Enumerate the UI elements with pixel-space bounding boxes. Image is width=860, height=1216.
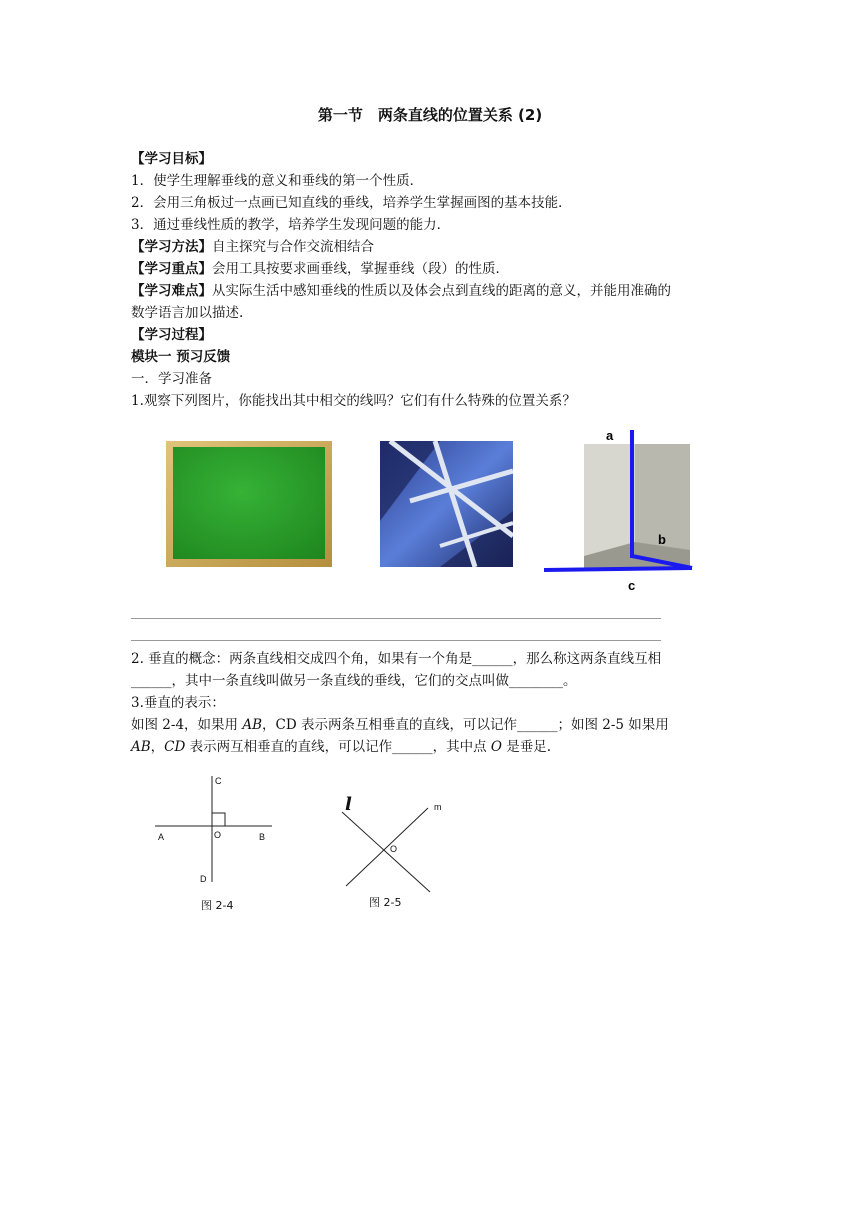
question-1: 1.观察下列图片，你能找出其中相交的线吗？它们有什么特殊的位置关系？ bbox=[131, 393, 576, 409]
photo-label-a: a bbox=[606, 428, 614, 443]
key-point-label: 【学习重点】 bbox=[131, 261, 212, 277]
fig24-label-a: A bbox=[158, 832, 165, 842]
method-text: 自主探究与合作交流相结合 bbox=[212, 239, 374, 255]
q3-ab-2: AB bbox=[131, 739, 151, 755]
answer-line-2 bbox=[131, 640, 661, 641]
skylight-photo bbox=[380, 441, 513, 567]
q3-ab-1: AB bbox=[242, 717, 262, 733]
difficulty-text: 从实际生活中感知垂线的性质以及体会点到直线的距离的意义，并能用准确的 bbox=[212, 283, 671, 299]
figure-2-5 bbox=[338, 790, 448, 895]
fig25-label-m: m bbox=[434, 802, 442, 812]
fig24-label-b: B bbox=[259, 832, 266, 842]
chalkboard-photo bbox=[166, 441, 332, 567]
q3-text-1: 如图 2-4，如果用 bbox=[131, 717, 243, 733]
q3-text-4: 表示两互相垂直的直线，可以记作______，其中点 bbox=[185, 739, 491, 755]
fig25-label-l: l bbox=[345, 794, 352, 815]
q3-cd: CD bbox=[164, 739, 186, 755]
section-heading: 一．学习准备 bbox=[131, 371, 212, 387]
figure-2-4-caption: 图 2-4 bbox=[201, 899, 234, 912]
question-3-heading: 3.垂直的表示： bbox=[131, 695, 225, 711]
process-heading: 【学习过程】 bbox=[131, 327, 212, 343]
page-title: 第一节 两条直线的位置关系 (2) bbox=[317, 106, 543, 124]
difficulty-label: 【学习难点】 bbox=[131, 283, 212, 299]
photo-label-b: b bbox=[658, 532, 666, 547]
corner-photo bbox=[540, 422, 700, 594]
key-point-text: 会用工具按要求画垂线，掌握垂线（段）的性质． bbox=[212, 261, 509, 277]
figure-2-5-caption: 图 2-5 bbox=[369, 896, 402, 909]
module-heading: 模块一 预习反馈 bbox=[131, 349, 231, 365]
objective-item-1: 1．使学生理解垂线的意义和垂线的第一个性质． bbox=[131, 173, 424, 189]
question-2-line-2: ______，其中一条直线叫做另一条直线的垂线，它们的交点叫做________。 bbox=[131, 673, 577, 689]
fig24-label-o: O bbox=[214, 830, 222, 840]
photo-label-c: c bbox=[628, 578, 636, 593]
q3-text-2: ，CD 表示两条互相垂直的直线，可以记作______；如图 2-5 如果用 bbox=[262, 717, 669, 733]
question-2-line-1: 2. 垂直的概念：两条直线相交成四个角，如果有一个角是______，那么称这两条直线互相 bbox=[131, 651, 662, 667]
figure-2-4 bbox=[150, 770, 280, 910]
question-3-line-2 bbox=[131, 736, 551, 758]
question-3-line-1 bbox=[131, 714, 669, 736]
method-line bbox=[131, 236, 374, 258]
answer-line-1 bbox=[131, 618, 661, 619]
fig24-label-d: D bbox=[200, 874, 207, 884]
difficulty-text-cont: 数学语言加以描述. bbox=[131, 305, 244, 321]
objective-item-2: 2．会用三角板过一点画已知直线的垂线，培养学生掌握画图的基本技能． bbox=[131, 195, 572, 211]
q3-text-3: ， bbox=[150, 739, 165, 755]
objective-item-3: 3．通过垂线性质的教学，培养学生发现问题的能力． bbox=[131, 217, 451, 233]
q3-text-5: 是垂足. bbox=[502, 739, 552, 755]
q3-o: O bbox=[490, 739, 502, 755]
difficulty-line bbox=[131, 280, 671, 302]
fig24-label-c: C bbox=[215, 776, 222, 786]
fig25-label-o: O bbox=[390, 844, 398, 854]
method-label: 【学习方法】 bbox=[131, 239, 212, 255]
objectives-heading: 【学习目标】 bbox=[131, 151, 212, 167]
key-point-line bbox=[131, 258, 509, 280]
